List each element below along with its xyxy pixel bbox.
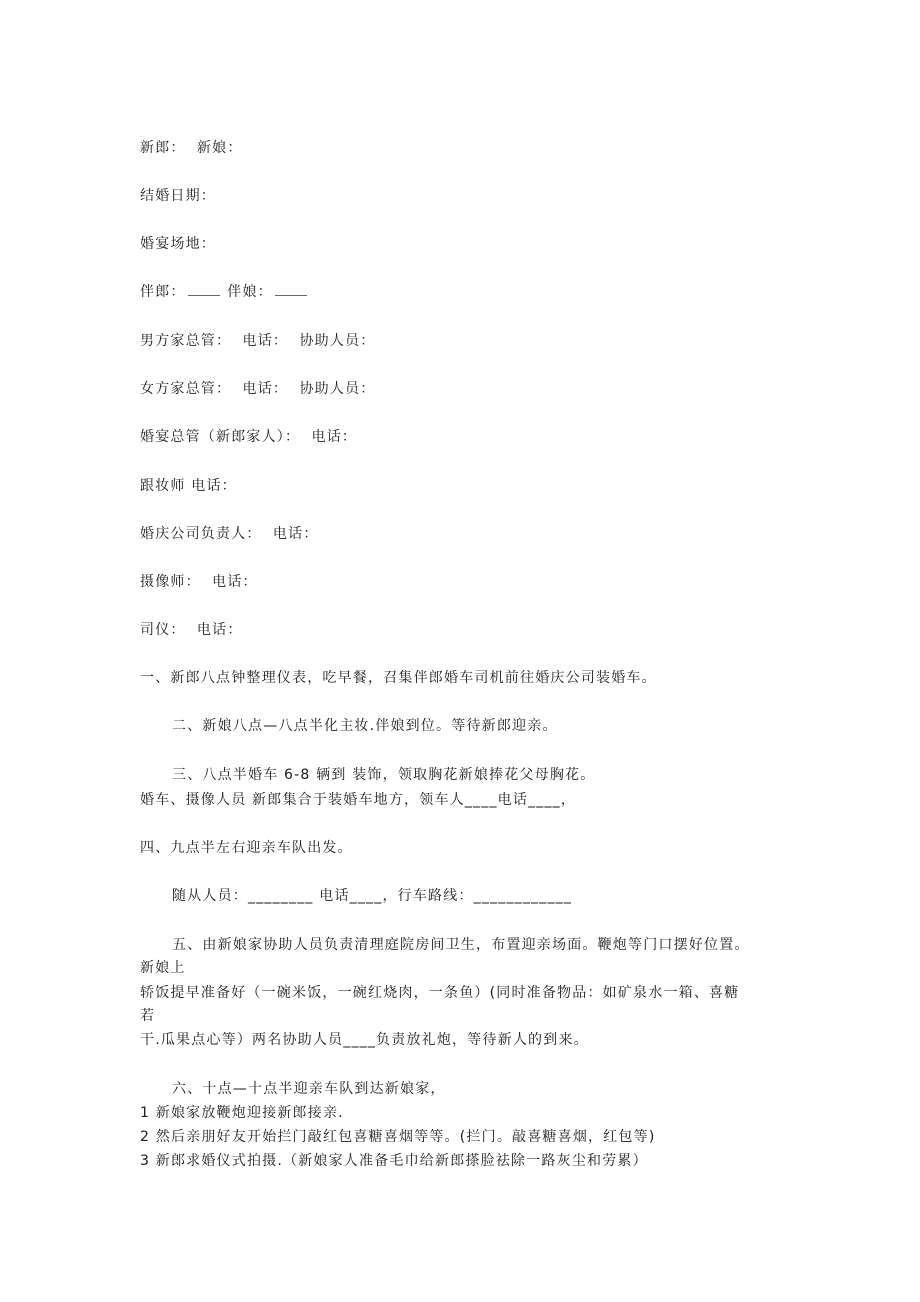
step-6-item-1: 1 新娘家放鞭炮迎接新郎接亲. [140, 1105, 344, 1121]
bridesmaid-label: 伴娘： [227, 284, 273, 300]
step-5-line-2: 新娘上 [140, 960, 186, 976]
step-1: 一、新郎八点钟整理仪表，吃早餐，召集伴郎婚车司机前往婚庆公司装婚车。 [140, 670, 657, 686]
venue-line [140, 234, 216, 254]
mc-label: 司仪： [140, 622, 186, 638]
camera-label: 摄像师： [140, 574, 201, 590]
step-3-continued: 婚车、摄像人员 新郎集合于装婚车地方，领车人____电话____， [140, 792, 577, 808]
banquet-manager-line [140, 427, 357, 447]
groom-manager-line [140, 331, 375, 351]
helpers-label: 协助人员： [299, 381, 376, 397]
groom-bride-line [140, 138, 243, 158]
step-6-item-3: 3 新郎求婚仪式拍摄.（新娘家人准备毛巾给新郎搽脸祛除一路灰尘和劳累） [140, 1153, 648, 1169]
bestman-line [140, 282, 309, 302]
phone-label: 电话： [242, 333, 289, 349]
makeup-line [140, 476, 237, 496]
groom-label: 新郎： [140, 140, 186, 156]
helpers-label: 协助人员： [299, 333, 376, 349]
date-line [140, 186, 216, 206]
bestman-blank [188, 283, 220, 296]
step-2: 二、新娘八点—八点半化主妆.伴娘到位。等待新郎迎亲。 [172, 718, 558, 734]
makeup-label: 跟妆师 电话： [140, 478, 237, 494]
step-5-line-4: 若 [140, 1008, 156, 1024]
step-5: 五、由新娘家协助人员负责清理庭院房间卫生，布置迎亲场面。鞭炮等门口摆好位置。 [172, 937, 750, 953]
step-6: 六、十点—十点半迎亲车队到达新娘家， [172, 1081, 446, 1097]
company-label: 婚庆公司负责人： [140, 526, 262, 542]
camera-line [140, 572, 258, 592]
phone-label: 电话： [242, 381, 289, 397]
groom-manager-label: 男方家总管： [140, 333, 232, 349]
step-5-line-3: 轿饭提早准备好（一碗米饭，一碗红烧肉，一条鱼）(同时准备物品：如矿泉水一箱、喜糖 [140, 985, 740, 1001]
step-3: 三、八点半婚车 6-8 辆到 装饰，领取胸花新娘捧花父母胸花。 [172, 767, 596, 783]
step-5-line-5: 干.瓜果点心等）两名协助人员____负责放礼炮，等待新人的到来。 [140, 1032, 589, 1048]
step-6-item-2: 2 然后亲朋好友开始拦门敲红包喜糖喜烟等等。(拦门。敲喜糖喜烟，红包等) [140, 1129, 656, 1145]
bride-manager-line [140, 379, 375, 399]
step-4-detail: 随从人员：________ 电话____，行车路线：____________ [172, 888, 573, 904]
venue-label: 婚宴场地： [140, 236, 216, 252]
mc-line [140, 620, 243, 640]
banquet-manager-label: 婚宴总管（新郎家人）： [140, 429, 301, 445]
bride-label: 新娘： [196, 140, 243, 156]
phone-label: 电话： [196, 622, 243, 638]
step-4: 四、九点半左右迎亲车队出发。 [140, 840, 353, 856]
phone-label: 电话： [311, 429, 358, 445]
company-line [140, 524, 319, 544]
bride-manager-label: 女方家总管： [140, 381, 232, 397]
phone-label: 电话： [212, 574, 258, 590]
phone-label: 电话： [272, 526, 319, 542]
bestman-label: 伴郎： [140, 284, 186, 300]
bridesmaid-blank [275, 283, 307, 296]
date-label: 结婚日期： [140, 188, 216, 204]
